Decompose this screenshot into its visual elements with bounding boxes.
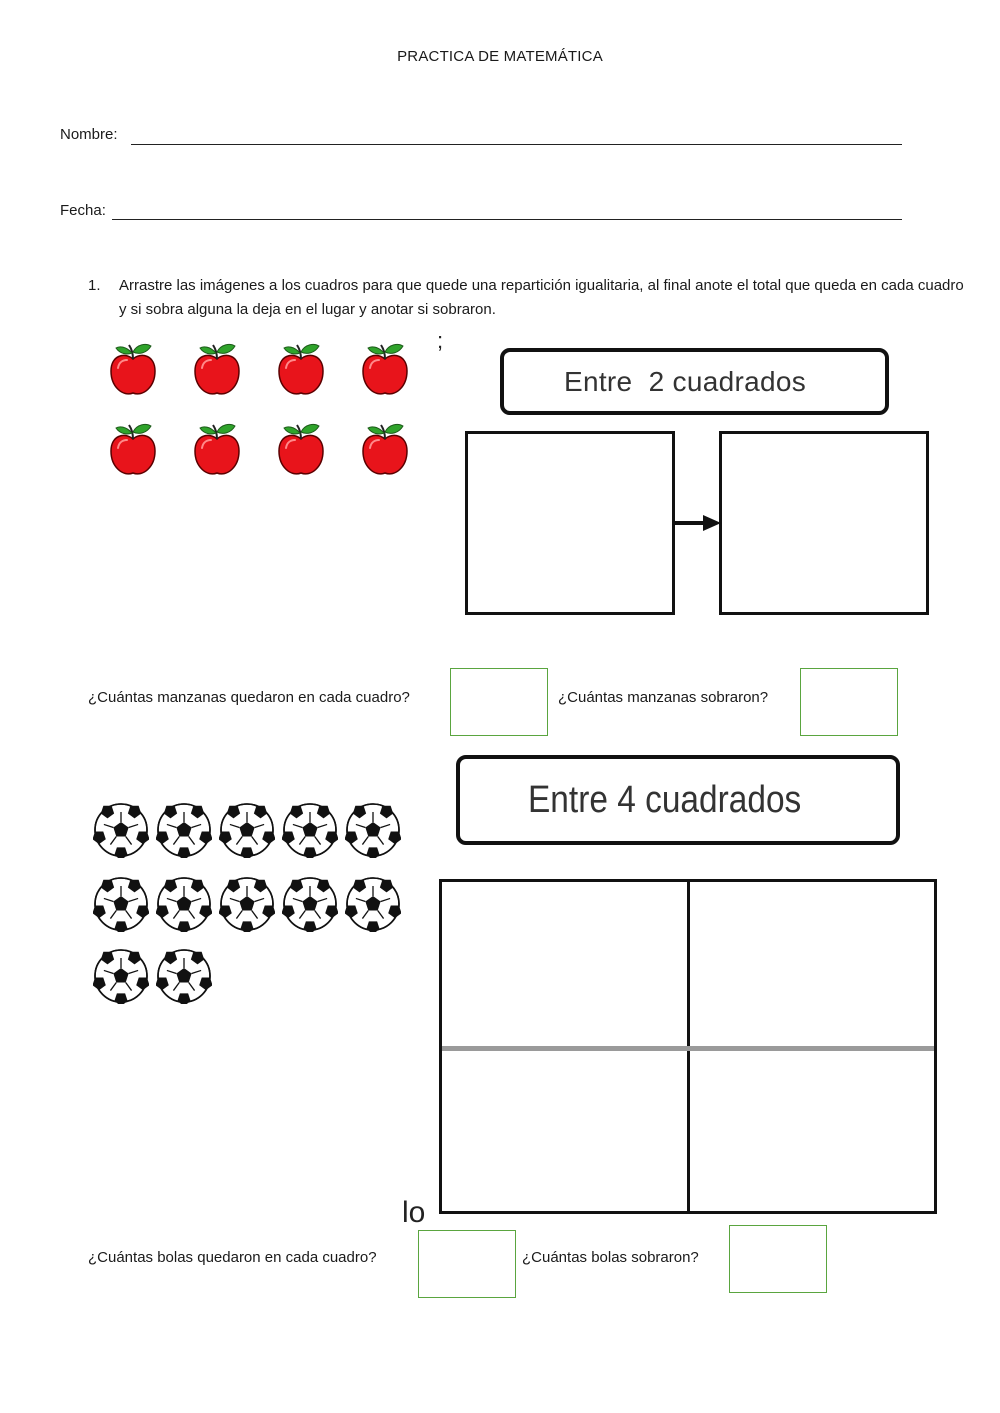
soccer-ball-icon[interactable] — [219, 876, 275, 932]
apple-icon[interactable] — [360, 422, 410, 478]
apple-icon[interactable] — [276, 422, 326, 478]
apple-drop-box-2[interactable] — [719, 431, 929, 615]
date-field[interactable] — [112, 219, 902, 220]
arrow-right-icon — [673, 513, 723, 533]
name-label: Nombre: — [60, 126, 118, 143]
answer-apples-left[interactable] — [800, 668, 898, 736]
soccer-ball-icon[interactable] — [156, 948, 212, 1004]
banner-four-squares — [456, 755, 900, 845]
ball-drop-box-1[interactable] — [442, 882, 688, 1047]
soccer-ball-icon[interactable] — [156, 876, 212, 932]
soccer-ball-icon[interactable] — [93, 876, 149, 932]
apple-icon[interactable] — [192, 342, 242, 398]
stray-mark-top: ; — [437, 328, 444, 353]
grid-divider-horizontal — [442, 1046, 934, 1051]
apple-icon[interactable] — [276, 342, 326, 398]
apple-icon[interactable] — [192, 422, 242, 478]
soccer-ball-icon[interactable] — [93, 948, 149, 1004]
apple-drop-box-1[interactable] — [465, 431, 675, 615]
page-title: PRACTICA DE MATEMÁTICA — [397, 48, 603, 65]
instruction-number: 1. — [88, 277, 101, 294]
soccer-ball-icon[interactable] — [93, 802, 149, 858]
banner-four-squares-label: Entre 4 cuadrados — [528, 778, 802, 821]
answer-balls-left[interactable] — [729, 1225, 827, 1293]
question-balls-each: ¿Cuántas bolas quedaron en cada cuadro? — [88, 1249, 377, 1266]
ball-grid — [439, 879, 937, 1214]
ball-drop-box-3[interactable] — [442, 1051, 688, 1211]
ball-drop-box-4[interactable] — [690, 1051, 934, 1211]
soccer-ball-icon[interactable] — [345, 876, 401, 932]
apple-icon[interactable] — [360, 342, 410, 398]
ball-drop-box-2[interactable] — [690, 882, 934, 1047]
instruction-text: Arrastre las imágenes a los cuadros para que quede una repartición igualitaria, al final anote el total que queda en cada cuadro y si sobra alguna la deja en el lugar y anotar si sobraron. — [119, 277, 964, 318]
name-field[interactable] — [131, 144, 902, 145]
soccer-ball-icon[interactable] — [156, 802, 212, 858]
answer-balls-each[interactable] — [418, 1230, 516, 1298]
question-apples-each: ¿Cuántas manzanas quedaron en cada cuadro? — [88, 689, 410, 706]
banner-two-squares-label: Entre 2 cuadrados — [564, 365, 806, 397]
apple-icon[interactable] — [108, 422, 158, 478]
soccer-ball-icon[interactable] — [219, 802, 275, 858]
soccer-ball-icon[interactable] — [282, 802, 338, 858]
date-label: Fecha: — [60, 202, 106, 219]
soccer-ball-icon[interactable] — [282, 876, 338, 932]
stray-mark-bottom: lo — [402, 1196, 426, 1229]
question-apples-left: ¿Cuántas manzanas sobraron? — [558, 689, 769, 706]
soccer-ball-icon[interactable] — [345, 802, 401, 858]
apple-icon[interactable] — [108, 342, 158, 398]
answer-apples-each[interactable] — [450, 668, 548, 736]
banner-two-squares — [500, 348, 889, 415]
question-balls-left: ¿Cuántas bolas sobraron? — [522, 1249, 699, 1266]
